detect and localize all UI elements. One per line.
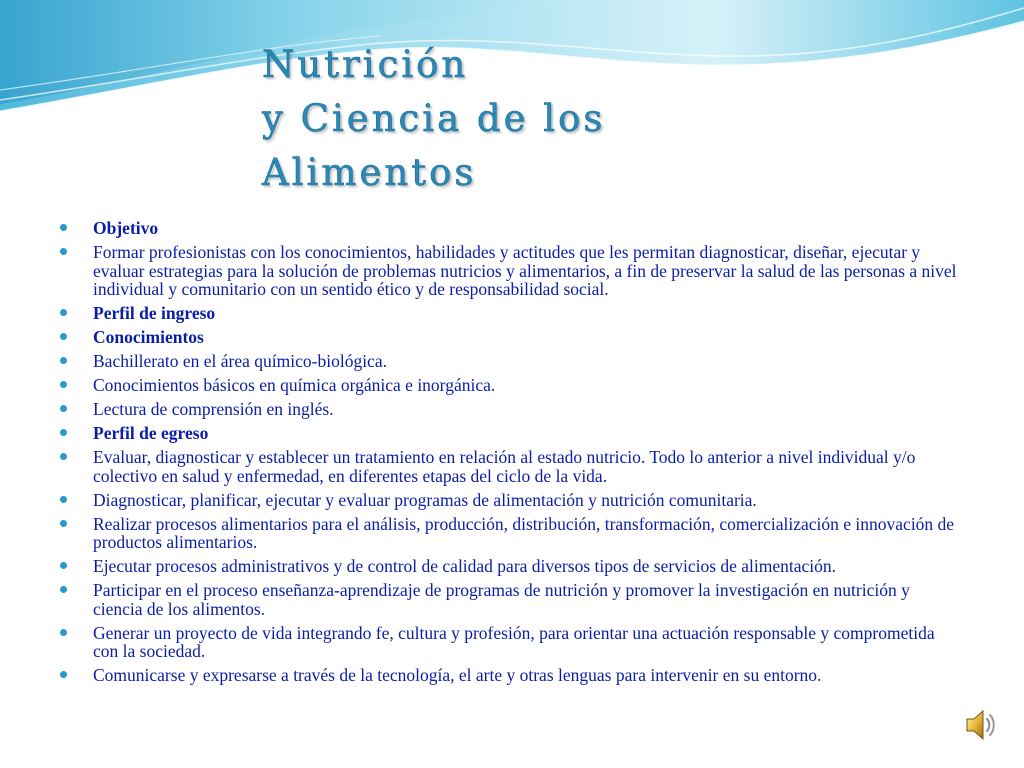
list-item-text: Conocimientos bbox=[93, 327, 204, 347]
list-item bbox=[60, 666, 960, 685]
list-item-text: Perfil de egreso bbox=[93, 423, 209, 443]
title-line-2: y Ciencia de los bbox=[262, 97, 606, 140]
list-item bbox=[60, 376, 960, 395]
list-item-text: Participar en el proceso enseñanza-aprendizaje de programas de nutrición y promover la investigación en nutrición y ciencia de los alimentos. bbox=[93, 580, 910, 619]
list-item-text: Lectura de comprensión en inglés. bbox=[93, 399, 334, 419]
bullet-dot-icon bbox=[60, 381, 67, 388]
list-item-text: Diagnosticar, planificar, ejecutar y evaluar programas de alimentación y nutrición comunitaria. bbox=[93, 489, 757, 510]
bullet-dot-icon bbox=[60, 333, 67, 340]
list-item-objetivo bbox=[60, 219, 960, 238]
bullet-dot-icon bbox=[60, 357, 67, 364]
list-item-text: Evaluar, diagnosticar y establecer un tratamiento en relación al estado nutricio. Todo lo anterior a nivel individual y/o colectivo en salud y enfermedad, en diferentes etapas del ciclo de la vida. bbox=[93, 447, 916, 486]
bullet-dot-icon bbox=[60, 562, 67, 569]
list-item bbox=[60, 491, 960, 510]
bullet-dot-icon bbox=[60, 224, 67, 231]
bullet-dot-icon bbox=[60, 405, 67, 412]
list-item bbox=[60, 352, 960, 371]
bullet-dot-icon bbox=[60, 429, 67, 436]
list-item-perfil-de-ingreso bbox=[60, 304, 960, 323]
bullet-dot-icon bbox=[60, 520, 67, 527]
bullet-dot-icon bbox=[60, 586, 67, 593]
list-item-conocimientos bbox=[60, 328, 960, 347]
slide-title bbox=[262, 38, 605, 200]
speaker-icon[interactable] bbox=[964, 706, 998, 744]
list-item bbox=[60, 557, 960, 576]
list-item-text: Ejecutar procesos administrativos y de control de calidad para diversos tipos de servicios de alimentación. bbox=[93, 556, 837, 576]
bullet-list bbox=[60, 219, 960, 690]
list-item bbox=[60, 624, 960, 661]
bullet-dot-icon bbox=[60, 248, 67, 255]
bullet-dot-icon bbox=[60, 453, 67, 460]
list-item-text: Realizar procesos alimentarios para el análisis, producción, distribución, transformación, comercialización e innovación de productos alimentarios. bbox=[93, 513, 955, 552]
title-line-1: Nutrición bbox=[262, 43, 469, 86]
bullet-dot-icon bbox=[60, 629, 67, 636]
list-item bbox=[60, 581, 960, 618]
list-item bbox=[60, 243, 960, 299]
bullet-dot-icon bbox=[60, 309, 67, 316]
bullet-dot-icon bbox=[60, 496, 67, 503]
list-item bbox=[60, 400, 960, 419]
list-item-text: Formar profesionistas con los conocimientos, habilidades y actitudes que les permitan diagnosticar, diseñar, ejecutar y evaluar estrategias para la solución de problemas nutricios y alimentarios, a fin de preservar la salud de las personas a nivel individual y comunitario con un sentido ético y de responsabilidad social. bbox=[93, 242, 957, 299]
list-item-text: Perfil de ingreso bbox=[93, 303, 216, 323]
title-line-3: Alimentos bbox=[262, 151, 477, 194]
list-item-text: Conocimientos básicos en química orgánica e inorgánica. bbox=[93, 375, 496, 395]
list-item-text: Bachillerato en el área químico-biológica. bbox=[93, 351, 387, 371]
list-item bbox=[60, 448, 960, 485]
list-item-text: Generar un proyecto de vida integrando fe, cultura y profesión, para orientar una actuación responsable y comprometida con la sociedad. bbox=[93, 622, 935, 661]
list-item bbox=[60, 515, 960, 552]
list-item-perfil-de-egreso bbox=[60, 424, 960, 443]
bullet-dot-icon bbox=[60, 671, 67, 678]
list-item-text: Objetivo bbox=[93, 218, 159, 238]
list-item-text: Comunicarse y expresarse a través de la tecnología, el arte y otras lenguas para intervenir en su entorno. bbox=[93, 665, 822, 685]
